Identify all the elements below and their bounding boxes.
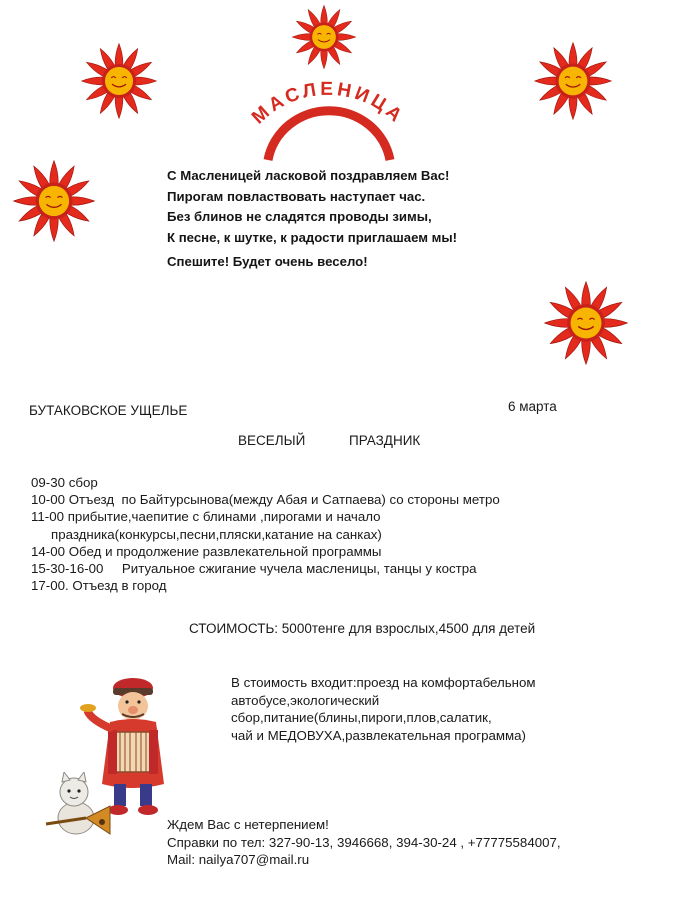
includes-line: В стоимость входит:проезд на комфортабельном (231, 675, 536, 690)
sun-icon (291, 4, 357, 70)
poem-line: К песне, к шутке, к радости приглашаем мы! (167, 229, 458, 245)
email-line: Mail: nailya707@mail.ru (167, 852, 310, 867)
schedule-item (31, 560, 500, 577)
includes-line: сбор,питание(блины,пироги,плов,салатик, (231, 710, 492, 725)
event-title-word-1: ВЕСЕЛЫЙ (238, 433, 306, 448)
schedule-item (31, 508, 500, 525)
schedule-time: 11-00 (31, 509, 65, 525)
sun-face (39, 186, 69, 216)
sun-face (571, 308, 602, 339)
includes-line: чай и МЕДОВУХА,развлекательная программа) (231, 727, 526, 743)
schedule-text: Отъезд по Байтурсынова(между Абая и Сатпаева) со стороны метро (65, 492, 500, 508)
contacts (167, 816, 561, 869)
schedule-time: 10-00 (31, 492, 66, 508)
schedule-text: сбор (65, 475, 98, 490)
schedule-time: 14-00 (31, 543, 66, 559)
cat-with-balalaika-illustration (40, 772, 118, 840)
sun-icon (533, 41, 613, 121)
sun-icon (80, 42, 158, 120)
sun-face (559, 67, 588, 96)
schedule-text: прибытие,чаепитие с блинами ,пирогами и начало (64, 509, 381, 525)
event-date: 6 марта (508, 399, 557, 414)
sun-face (312, 25, 336, 49)
schedule-time: 17-00. (31, 578, 69, 594)
poem-line: Без блинов не сладятся проводы зимы, (167, 209, 432, 224)
price-line: СТОИМОСТЬ: 5000тенге для взрослых,4500 для детей (189, 621, 536, 636)
schedule-text: праздника(конкурсы,песни,пляски,катание на санках) (51, 526, 382, 542)
schedule (31, 474, 500, 594)
schedule-text: Отъезд в город (68, 578, 167, 594)
poem-line: Пирогам повластвовать наступает час. (167, 188, 426, 204)
greeting-poem (167, 166, 457, 273)
poem-line: С Масленицей ласковой поздравляем Вас! (167, 168, 450, 183)
sun-icon (12, 159, 96, 243)
schedule-item (31, 543, 500, 560)
price-includes (231, 674, 536, 744)
schedule-item (31, 491, 500, 508)
poem-line: Спешите! Будет очень весело! (167, 254, 368, 269)
svg-text:МАСЛЕНИЦА (248, 79, 408, 129)
includes-line: автобусе,экологический (231, 692, 380, 708)
maslenitsa-logo (228, 66, 428, 166)
schedule-item-continuation (31, 526, 500, 543)
phone-line: Справки по тел: 327-90-13, 3946668, 394-30-24 , +77775584007, (167, 834, 561, 850)
sun-face (105, 67, 133, 95)
schedule-time: 15-30-16-00 (31, 561, 104, 577)
schedule-item (31, 577, 500, 594)
schedule-time: 09-30 (31, 475, 66, 490)
closing-line: Ждем Вас с нетерпением! (167, 817, 329, 832)
location-label: БУТАКОВСКОЕ УЩЕЛЬЕ (29, 403, 188, 418)
schedule-text: Обед и продолжение развлекательной программы (65, 543, 382, 559)
schedule-text: Ритуальное сжигание чучела масленицы, танцы у костра (103, 561, 477, 577)
sun-icon (543, 280, 629, 366)
logo-text: МАСЛЕНИЦА (247, 78, 409, 129)
schedule-item (31, 474, 500, 491)
event-title-word-2: ПРАЗДНИК (349, 433, 421, 448)
